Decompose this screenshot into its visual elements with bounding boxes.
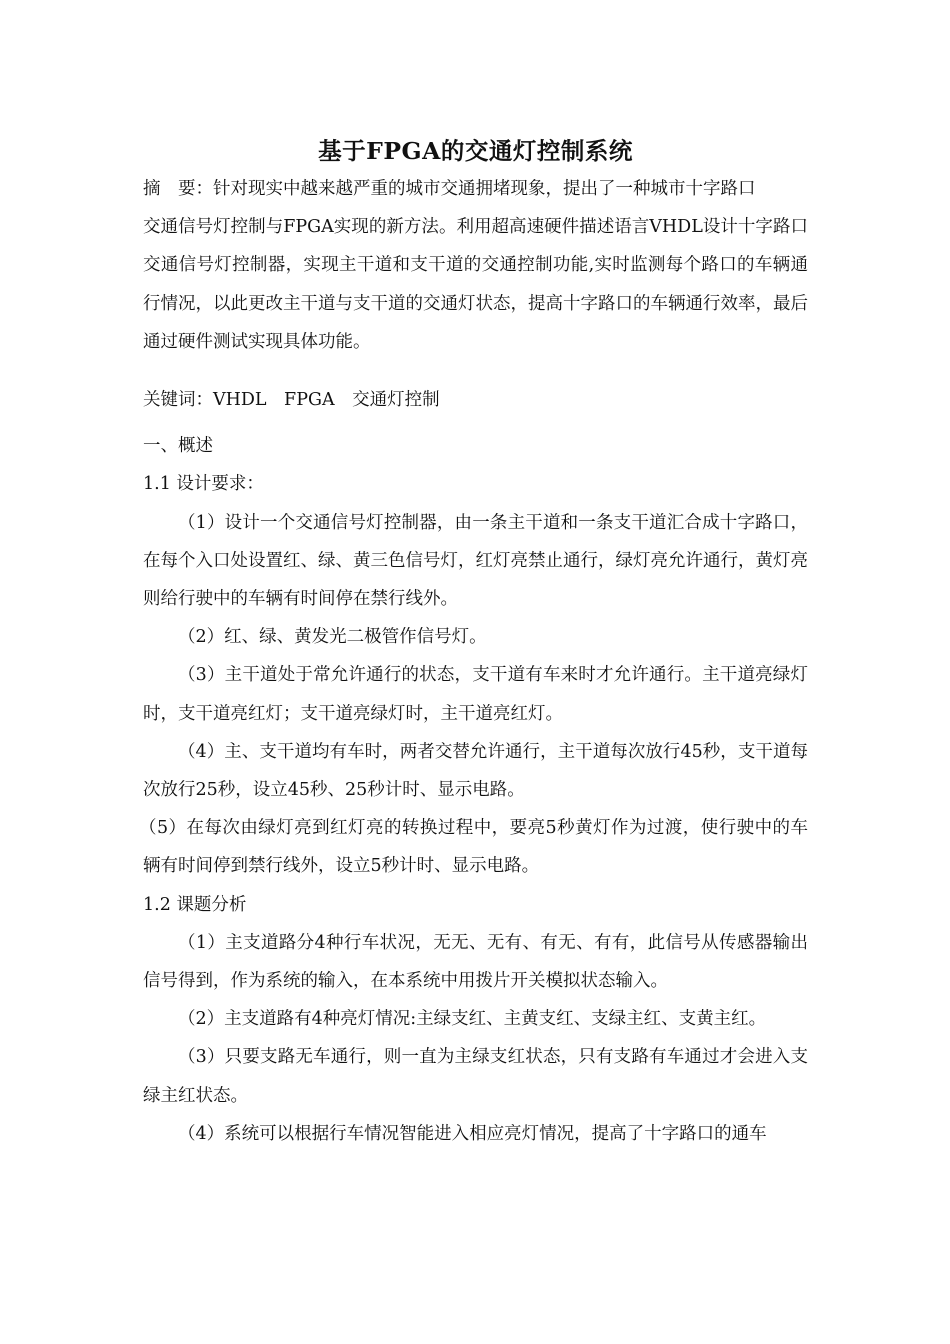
analysis-item: （2）主支道路有4种亮灯情况:主绿支红、主黄支红、支绿主红、支黄主红。 bbox=[178, 1009, 767, 1030]
analysis-item: （3）只要支路无车通行，则一直为主绿支红状态，只有支路有车通过才会进入支绿主红状态。 bbox=[143, 1047, 808, 1106]
keywords: 关键词：VHDL FPGA 交通灯控制 bbox=[143, 390, 440, 411]
spacer bbox=[143, 361, 808, 381]
document-title: 基于FPGA的交通灯控制系统 bbox=[318, 137, 633, 165]
document-body bbox=[139, 132, 808, 1153]
requirement-item: （5）在每次由绿灯亮到红灯亮的转换过程中，要亮5秒黄灯作为过渡，使行驶中的车辆有时间停到禁行线外，设立5秒计时、显示电路。 bbox=[139, 818, 808, 877]
subsection-heading: 1.1 设计要求： bbox=[143, 474, 264, 495]
analysis-item: （1）主支道路分4种行车状况，无无、无有、有无、有有，此信号从传感器输出信号得到，作为系统的输入，在本系统中用拨片开关模拟状态输入。 bbox=[143, 932, 808, 992]
abstract-first-line bbox=[143, 170, 808, 208]
requirement-item: （2）红、绿、黄发光二极管作信号灯。 bbox=[178, 627, 487, 648]
requirement-item: （4）主、支干道均有车时，两者交替允许通行，主干道每次放行45秒，支干道每次放行25秒，设立45秒、25秒计时、显示电路。 bbox=[143, 741, 808, 801]
requirement-item: （1）设计一个交通信号灯控制器，由一条主干道和一条支干道汇合成十字路口，在每个入口处设置红、绿、黄三色信号灯，红灯亮禁止通行，绿灯亮允许通行，黄灯亮则给行驶中的车辆有时间停在禁行线外。 bbox=[143, 512, 808, 610]
abstract-line1: 针对现实中越来越严重的城市交通拥堵现象，提出了一种城市十字路口 bbox=[213, 179, 756, 199]
abstract-body: 交通信号灯控制与FPGA实现的新方法。利用超高速硬件描述语言VHDL设计十字路口交通信号灯控制器，实现主干道和支干道的交通控制功能,实时监测每个路口的车辆通行情况，以此更改主干道与支干道的交通灯状态，提高十字路口的车辆通行效率，最后通过硬件测试实现具体功能。 bbox=[143, 217, 808, 352]
abstract-label: 摘 要： bbox=[143, 179, 213, 199]
requirement-item: （3）主干道处于常允许通行的状态，支干道有车来时才允许通行。主干道亮绿灯时，支干道亮红灯；支干道亮绿灯时，主干道亮红灯。 bbox=[143, 665, 808, 724]
subsection-heading: 1.2 课题分析 bbox=[143, 894, 247, 915]
section-heading: 一、概述 bbox=[143, 436, 213, 457]
spacer bbox=[143, 419, 808, 427]
analysis-item: （4）系统可以根据行车情况智能进入相应亮灯情况，提高了十字路口的通车 bbox=[178, 1123, 767, 1144]
